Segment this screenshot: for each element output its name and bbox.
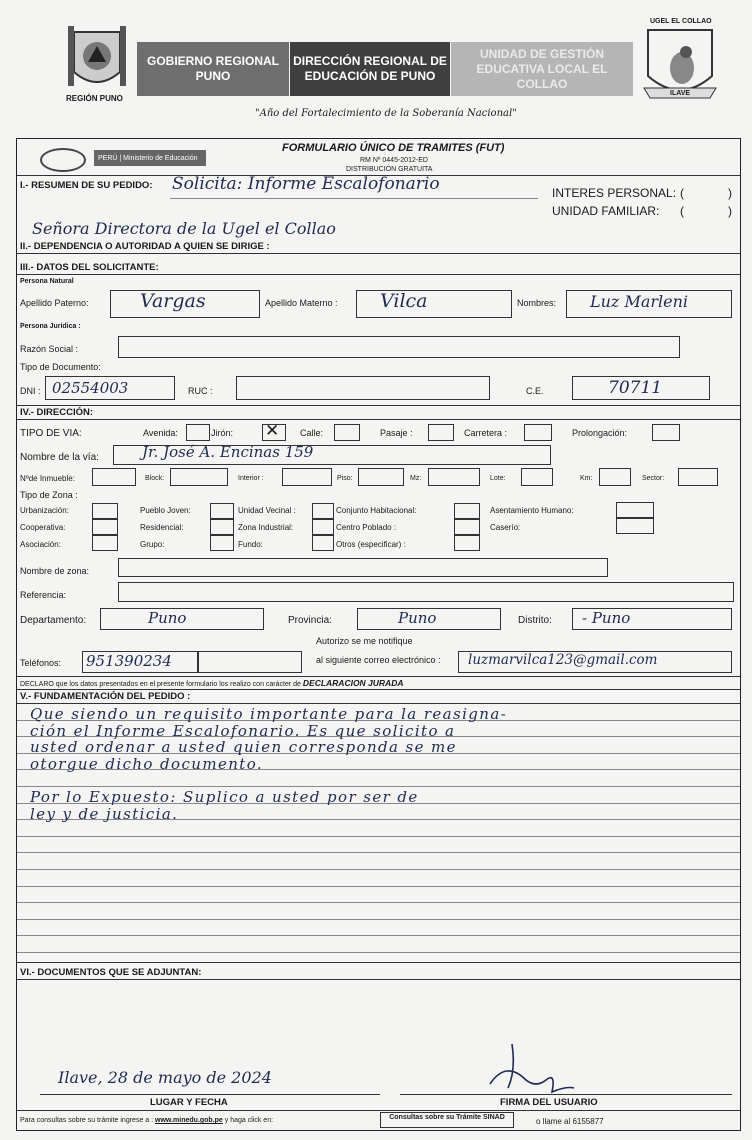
nombres-label: Nombres: <box>517 298 557 308</box>
conjunto-checkbox[interactable] <box>454 503 480 519</box>
resumen-value[interactable]: Solicita: Informe Escalofonario <box>172 174 440 194</box>
tipo-via-label: TIPO DE VIA: <box>20 428 82 439</box>
apellido-paterno-value: Vargas <box>140 290 206 312</box>
zona-industrial-checkbox[interactable] <box>312 519 334 535</box>
mz-label: Mz: <box>410 475 422 482</box>
fundamentacion-line: ción el Informe Escalofonario. Es que solicito a <box>30 721 456 740</box>
sector-label: Sector: <box>642 475 665 482</box>
s1-label: I.- RESUMEN DE SU PEDIDO: <box>20 180 153 191</box>
grupo-checkbox[interactable] <box>210 535 234 551</box>
departamento-label: Departamento: <box>20 615 87 626</box>
nombre-via-label: Nombre de la vía: <box>20 452 99 463</box>
interior-field[interactable] <box>282 468 332 486</box>
dni-value: 02554003 <box>52 379 129 397</box>
ce-value: 70711 <box>608 378 663 398</box>
lote-label: Lote: <box>490 475 506 482</box>
fundamentacion-line: Por lo Expuesto: Suplico a usted por ser de <box>30 788 419 806</box>
ministry-label: Ministerio de Educación <box>123 154 198 162</box>
dependencia-value[interactable]: Señora Directora de la Ugel el Collao <box>32 219 336 238</box>
autorizo-line2: al siguiente correo electrónico : <box>316 655 441 665</box>
piso-field[interactable] <box>358 468 404 486</box>
s5-label: V.- FUNDAMENTACIÓN DEL PEDIDO : <box>20 691 191 702</box>
carretera-label: Carretera : <box>464 428 508 438</box>
sector-field[interactable] <box>678 468 718 486</box>
fundo-checkbox[interactable] <box>312 535 334 551</box>
s6-label: VI.- DOCUMENTOS QUE SE ADJUNTAN: <box>20 967 202 978</box>
form-title: FORMULARIO ÚNICO DE TRAMITES (FUT) <box>282 142 505 154</box>
otros-label: Otros (especificar) : <box>336 540 406 549</box>
firma-signature <box>486 1040 576 1096</box>
referencia-label: Referencia: <box>20 590 67 600</box>
jiron-label: Jirón: <box>211 428 234 438</box>
region-puno-text: REGIÓN PUNO <box>66 94 123 103</box>
interes-paren-close: ) <box>728 186 732 200</box>
telefonos-label: Teléfonos: <box>20 658 62 668</box>
dni-label: DNI : <box>20 386 41 396</box>
apellido-paterno-label: Apellido Paterno: <box>20 298 89 308</box>
cooperativa-checkbox[interactable] <box>92 519 118 535</box>
asentamiento-checkbox[interactable] <box>616 502 654 518</box>
piso-label: Piso: <box>337 475 353 482</box>
sinad-logo <box>40 148 86 172</box>
unidad-familiar-label: UNIDAD FAMILIAR: <box>552 204 660 218</box>
km-field[interactable] <box>599 468 631 486</box>
pasaje-label: Pasaje : <box>380 428 413 438</box>
consulta-sinad-label: Consultas sobre su Trámite SINAD <box>389 1114 505 1121</box>
autorizo-line1: Autorizo se me notifique <box>316 636 413 646</box>
inmueble-label: Nºde Inmueble: <box>20 474 75 483</box>
ruc-label: RUC : <box>188 386 213 396</box>
centro-poblado-checkbox[interactable] <box>454 519 480 535</box>
ruled-line <box>17 919 740 920</box>
block-label: Block: <box>145 475 165 482</box>
ruled-line <box>17 869 740 870</box>
lugar-fecha-label: LUGAR Y FECHA <box>150 1097 228 1108</box>
consulta-post: y haga click en: <box>224 1117 274 1124</box>
firma-label: FIRMA DEL USUARIO <box>500 1097 598 1108</box>
ruled-line <box>17 935 740 936</box>
razon-social-label: Razón Social : <box>20 344 79 354</box>
referencia-field[interactable] <box>118 582 734 602</box>
prolongacion-label: Prolongación: <box>572 428 628 438</box>
provincia-value: Puno <box>398 609 437 627</box>
interes-personal-label: INTERES PERSONAL: <box>552 186 677 200</box>
ruled-line <box>17 902 740 903</box>
razon-social-field[interactable] <box>118 336 680 358</box>
ugel-logo <box>640 18 720 112</box>
urbanizacion-checkbox[interactable] <box>92 503 118 519</box>
ruled-line <box>17 836 740 837</box>
ce-label: C.E. <box>526 386 544 396</box>
carretera-checkbox[interactable] <box>524 424 552 441</box>
fundamentacion-line: usted ordenar a usted quien corresponda se me <box>30 738 457 757</box>
pasaje-checkbox[interactable] <box>428 424 454 441</box>
grupo-label: Grupo: <box>140 540 165 549</box>
consulta-text <box>20 1117 273 1124</box>
prolongacion-checkbox[interactable] <box>652 424 680 441</box>
s4-label: IV.- DIRECCIÓN: <box>20 407 94 418</box>
asociacion-label: Asociación: <box>20 540 61 549</box>
unidad-vecinal-label: Unidad Vecinal : <box>238 506 296 515</box>
declaro-bold: DECLARACION JURADA <box>302 678 404 688</box>
tipo-documento-label: Tipo de Documento: <box>20 362 101 372</box>
consulta-pre: Para consultas sobre su trámite ingrese a : <box>20 1117 154 1124</box>
s3-label: III.- DATOS DEL SOLICITANTE: <box>20 262 159 273</box>
peru-logo: PERÚ | Ministerio de Educación <box>94 150 206 166</box>
block-field[interactable] <box>170 468 228 486</box>
s2-label: II.- DEPENDENCIA O AUTORIDAD A QUIEN SE DIRIGE : <box>20 241 270 252</box>
avenida-label: Avenida: <box>143 428 178 438</box>
familiar-paren-close: ) <box>728 204 732 218</box>
urbanizacion-label: Urbanización: <box>20 506 69 515</box>
pueblo-joven-checkbox[interactable] <box>210 503 234 519</box>
motto: "Año del Fortalecimiento de la Soberanía Nacional" <box>255 108 517 119</box>
form-dist: DISTRIBUCIÓN GRATUITA <box>346 166 433 173</box>
calle-label: Calle: <box>300 428 324 438</box>
interes-paren-open: ( <box>680 186 684 200</box>
mz-field[interactable] <box>428 468 480 486</box>
conjunto-label: Conjunto Habitacional: <box>336 506 417 515</box>
telefonos-value: 951390234 <box>86 652 172 670</box>
residencial-label: Residencial: <box>140 523 184 532</box>
lote-field[interactable] <box>521 468 553 486</box>
asociacion-checkbox[interactable] <box>92 535 118 551</box>
departamento-value: Puno <box>148 609 187 627</box>
telefonos-field-extra[interactable] <box>198 651 302 673</box>
fundamentacion-line: otorgue dicho documento. <box>30 754 264 773</box>
caserio-label: Caserío: <box>490 523 521 532</box>
nombre-via-value: Jr. José A. Encinas 159 <box>142 443 314 461</box>
banner-gobierno: GOBIERNO REGIONAL PUNO <box>137 42 289 96</box>
nombre-zona-label: Nombre de zona: <box>20 566 90 576</box>
persona-juridica-label: Persona Jurídica : <box>20 323 81 330</box>
region-puno-logo <box>62 22 132 106</box>
banner-direccion: DIRECCIÓN REGIONAL DE EDUCACIÓN DE PUNO <box>290 42 450 96</box>
lugar-fecha-value: Ilave, 28 de mayo de 2024 <box>58 1068 272 1087</box>
zona-industrial-label: Zona Industrial: <box>238 523 294 532</box>
residencial-checkbox[interactable] <box>210 519 234 535</box>
apellido-materno-label: Apellido Materno : <box>265 298 338 308</box>
email-value: luzmarvilca123@gmail.com <box>468 652 658 668</box>
interior-label: Interior : <box>238 475 264 482</box>
declaro-pre: DECLARO que los datos presentados en el presente formulario los realizo con carácter de <box>20 681 301 688</box>
familiar-paren-open: ( <box>680 204 684 218</box>
provincia-label: Provincia: <box>288 615 332 626</box>
ruled-line <box>17 886 740 887</box>
fundamentacion-line: ley y de justicia. <box>30 804 179 823</box>
banner-ugel: UNIDAD DE GESTIÓN EDUCATIVA LOCAL EL COLLAO <box>451 42 633 96</box>
centro-poblado-label: Centro Poblado : <box>336 523 397 532</box>
peru-label: PERÚ <box>98 154 118 162</box>
calle-checkbox[interactable] <box>334 424 360 441</box>
ugel-logo-ilave: ILAVE <box>670 90 691 97</box>
cooperativa-label: Cooperativa: <box>20 523 66 532</box>
form-rm: RM Nº 0445-2012-ED <box>360 157 428 164</box>
caserio-checkbox[interactable] <box>616 518 654 534</box>
otros-checkbox[interactable] <box>454 535 480 551</box>
pueblo-joven-label: Pueblo Joven: <box>140 506 191 515</box>
ruc-field[interactable] <box>236 376 490 400</box>
consulta-sinad-button[interactable] <box>380 1112 514 1128</box>
avenida-checkbox[interactable] <box>186 424 210 441</box>
jiron-check-mark: ✕ <box>265 421 280 440</box>
apellido-materno-value: Vilca <box>380 290 428 312</box>
nombre-zona-field[interactable] <box>118 558 608 577</box>
unidad-vecinal-checkbox[interactable] <box>312 503 334 519</box>
consulta-url[interactable]: www.minedu.gob.pe <box>155 1117 223 1124</box>
inmueble-field[interactable] <box>92 468 136 486</box>
ruled-line <box>17 786 740 787</box>
form-border <box>16 138 741 1131</box>
nombres-value: Luz Marleni <box>590 292 689 311</box>
ruled-line <box>17 852 740 853</box>
ruled-line <box>17 952 740 953</box>
declaro-text <box>20 678 403 688</box>
km-label: Km: <box>580 475 593 482</box>
distrito-value: - Puno <box>582 609 631 627</box>
ugel-logo-arc-text: UGEL EL COLLAO <box>650 18 712 25</box>
distrito-label: Distrito: <box>518 615 552 626</box>
asentamiento-label: Asentamiento Humano: <box>490 506 574 515</box>
persona-natural-label: Persona Natural <box>20 278 74 285</box>
llame-text: o llame al 6155877 <box>536 1117 604 1126</box>
fundo-label: Fundo: <box>238 540 263 549</box>
fundamentacion-line: Que siendo un requisito importante para la reasigna- <box>30 705 508 723</box>
tipo-zona-label: Tipo de Zona : <box>20 490 78 500</box>
